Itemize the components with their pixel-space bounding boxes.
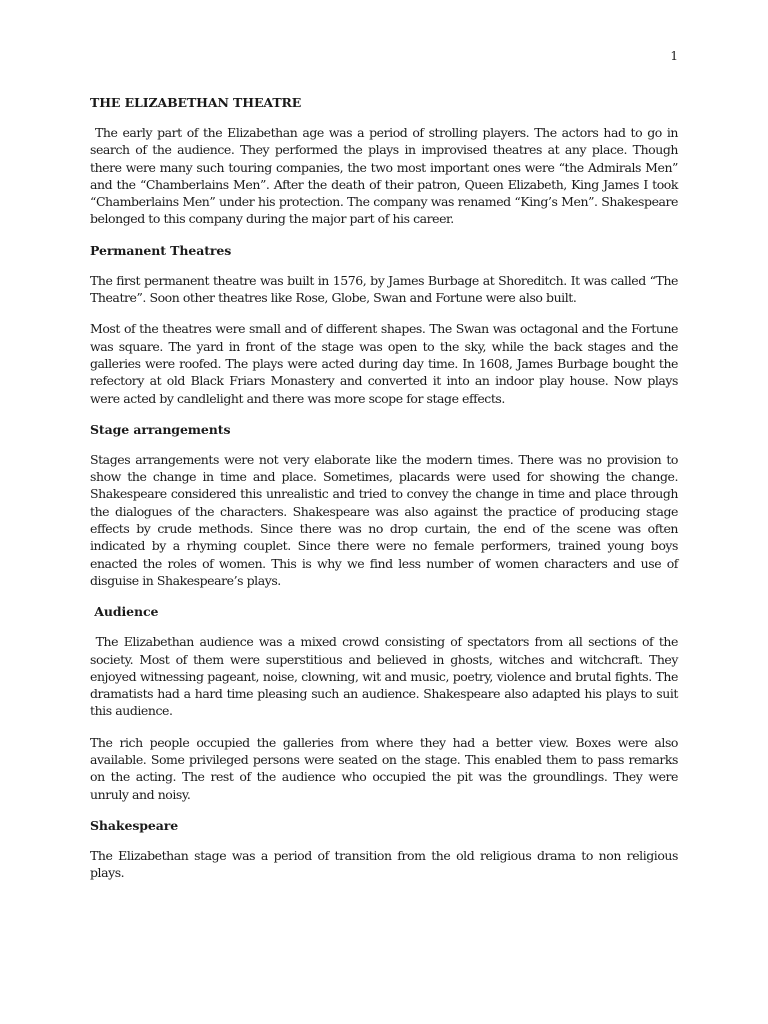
paragraph-permanent-theatres-1: The first permanent theatre was built in 1576, by James Burbage at Shoreditch. It was called “The Theatre”. Soon other theatres like Rose, Globe, Swan and Fortune were also built.	[90, 272, 678, 306]
page-number: 1	[670, 49, 678, 63]
section-heading-audience: Audience	[94, 604, 159, 620]
paragraph-stage-arrangements-1: Stages arrangements were not very elaborate like the modern times. There was no provision to show the change in time and place. Sometimes, placards were used for showing the change. Shakespeare considered this unrealistic and tried to convey the change in time and place through the dialogues of the characters. Shakespeare was also against the practice of producing stage effects by crude methods. Since there was no drop curtain, the end of the scene was often indicated by a rhyming couplet. Since there were no female performers, trained young boys enacted the roles of women. This is why we find less number of women characters and use of disguise in Shakespeare’s plays.	[90, 451, 678, 588]
paragraph-permanent-theatres-2: Most of the theatres were small and of different shapes. The Swan was octagonal and the Fortune was square. The yard in front of the stage was open to the sky, while the back stages and the galleries were roofed. The plays were acted during day time. In 1608, James Burbage bought the refectory at old Black Friars Monastery and converted it into an indoor play house. Now plays were acted by candlelight and there was more scope for stage effects.	[90, 321, 678, 406]
paragraph-audience-2: The rich people occupied the galleries from where they had a better view. Boxes were also available. Some privileged persons were seated on the stage. This enabled them to pass remarks on the acting. The rest of the audience who occupied the pit was the groundlings. They were unruly and noisy.	[90, 734, 678, 802]
section-heading-stage-arrangements: Stage arrangements	[90, 421, 231, 437]
intro-paragraph: The early part of the Elizabethan age was a period of strolling players. The actors had to go in search of the audience. They performed the plays in improvised theatres at any place. Though there were many such touring companies, the two most important ones were “the Admirals Men” and the “Chamberlains Men”. After the death of their patron, Queen Elizabeth, King James I took “Chamberlains Men” under his protection. The company was renamed “King’s Men”. Shakespeare belonged to this company during the major part of his career.	[90, 125, 678, 227]
document-title: THE ELIZABETHAN THEATRE	[90, 95, 302, 110]
document-body	[90, 94, 678, 896]
paragraph-audience-1: The Elizabethan audience was a mixed crowd consisting of spectators from all sections of the society. Most of them were superstitious and believed in ghosts, witches and witchcraft. They enjoyed witnessing pageant, noise, clowning, wit and music, poetry, violence and brutal fights. The dramatists had a hard time pleasing such an audience. Shakespeare also adapted his plays to suit this audience.	[90, 634, 678, 719]
section-heading-permanent-theatres: Permanent Theatres	[90, 242, 232, 258]
paragraph-shakespeare-1: The Elizabethan stage was a period of transition from the old religious drama to non religious plays.	[90, 847, 678, 881]
section-heading-shakespeare: Shakespeare	[90, 817, 179, 833]
